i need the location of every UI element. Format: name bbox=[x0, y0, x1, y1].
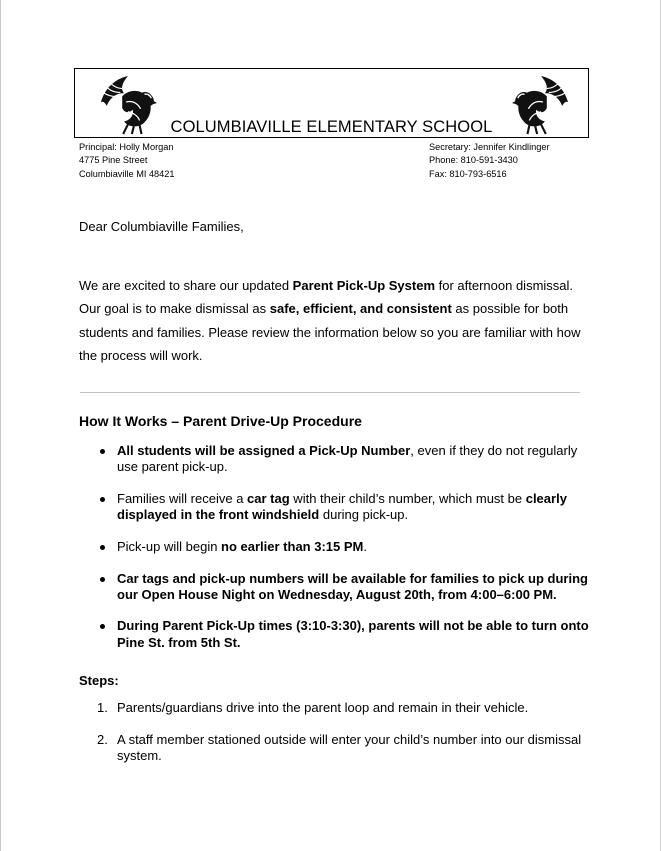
bullet-emphasis: During Parent Pick-Up times (3:10-3:30), parents will not be able to turn onto Pine St. from 5th St. bbox=[117, 618, 589, 650]
step-text: A staff member stationed outside will enter your child’s number into our dismissal system. bbox=[117, 732, 582, 764]
step-number: 1. bbox=[97, 700, 108, 715]
intro-text: as possible for both students and families. Please review the information below so you are familiar with how the process will work. bbox=[79, 301, 581, 363]
greeting: Dear Columbiaville Families, bbox=[79, 219, 244, 234]
step-number: 2. bbox=[97, 732, 108, 748]
intro-emphasis: safe, efficient, and consistent bbox=[269, 301, 452, 317]
list-item bbox=[79, 618, 591, 650]
principal-name: Principal: Holly Morgan bbox=[79, 142, 174, 152]
bullet-text: . bbox=[363, 538, 367, 554]
phone-number: Phone: 810-591-3430 bbox=[429, 155, 518, 166]
step-text: Parents/guardians drive into the parent loop and remain in their vehicle. bbox=[117, 700, 529, 715]
secretary-name: Secretary: Jennifer Kindlinger bbox=[429, 142, 550, 152]
list-item bbox=[79, 732, 591, 764]
procedure-list bbox=[79, 443, 591, 666]
bullet-text: during pick-up. bbox=[319, 507, 409, 523]
steps-list bbox=[79, 700, 591, 781]
bullet-text: with their child’s number, which must be bbox=[289, 490, 526, 506]
intro-paragraph bbox=[79, 274, 589, 367]
bullet-emphasis: clearly displayed in the front windshield bbox=[117, 490, 567, 523]
list-item bbox=[79, 571, 591, 603]
secretary-contact bbox=[429, 141, 550, 181]
bullet-emphasis: All students will be assigned a Pick-Up Number bbox=[117, 443, 411, 458]
principal-contact bbox=[79, 141, 175, 181]
list-item bbox=[79, 443, 591, 475]
school-city: Columbiaville MI 48421 bbox=[79, 168, 175, 179]
school-street: 4775 Pine Street bbox=[79, 155, 148, 166]
list-item bbox=[79, 491, 591, 523]
bullet-text: , even if they do not regularly use parent pick-up. bbox=[117, 443, 578, 475]
bullet-emphasis: no earlier than 3:15 PM bbox=[221, 538, 364, 554]
intro-emphasis: Parent Pick-Up System bbox=[292, 278, 436, 293]
intro-text: We are excited to share our updated bbox=[79, 278, 293, 293]
bullet-emphasis: Car tags and pick-up numbers will be available for families to pick up during our Open House Night on Wednesday, August 20th, from 4:00–6:00 PM. bbox=[117, 570, 588, 602]
list-item bbox=[79, 539, 591, 555]
bullet-emphasis: car tag bbox=[247, 490, 290, 506]
bullet-text: Pick-up will begin bbox=[117, 538, 222, 554]
section-heading: How It Works – Parent Drive-Up Procedure bbox=[79, 413, 362, 429]
steps-heading: Steps: bbox=[79, 673, 119, 688]
list-item bbox=[79, 700, 591, 716]
intro-text: for afternoon dismissal. Our goal is to make dismissal as bbox=[79, 278, 574, 317]
page-edge bbox=[0, 0, 1, 851]
fax-number: Fax: 810-793-6516 bbox=[429, 168, 507, 179]
bullet-text: Families will receive a bbox=[117, 490, 248, 506]
school-name: COLUMBIAVILLE ELEMENTARY SCHOOL bbox=[170, 118, 493, 136]
section-divider bbox=[80, 392, 580, 393]
letterhead-box bbox=[74, 68, 589, 138]
